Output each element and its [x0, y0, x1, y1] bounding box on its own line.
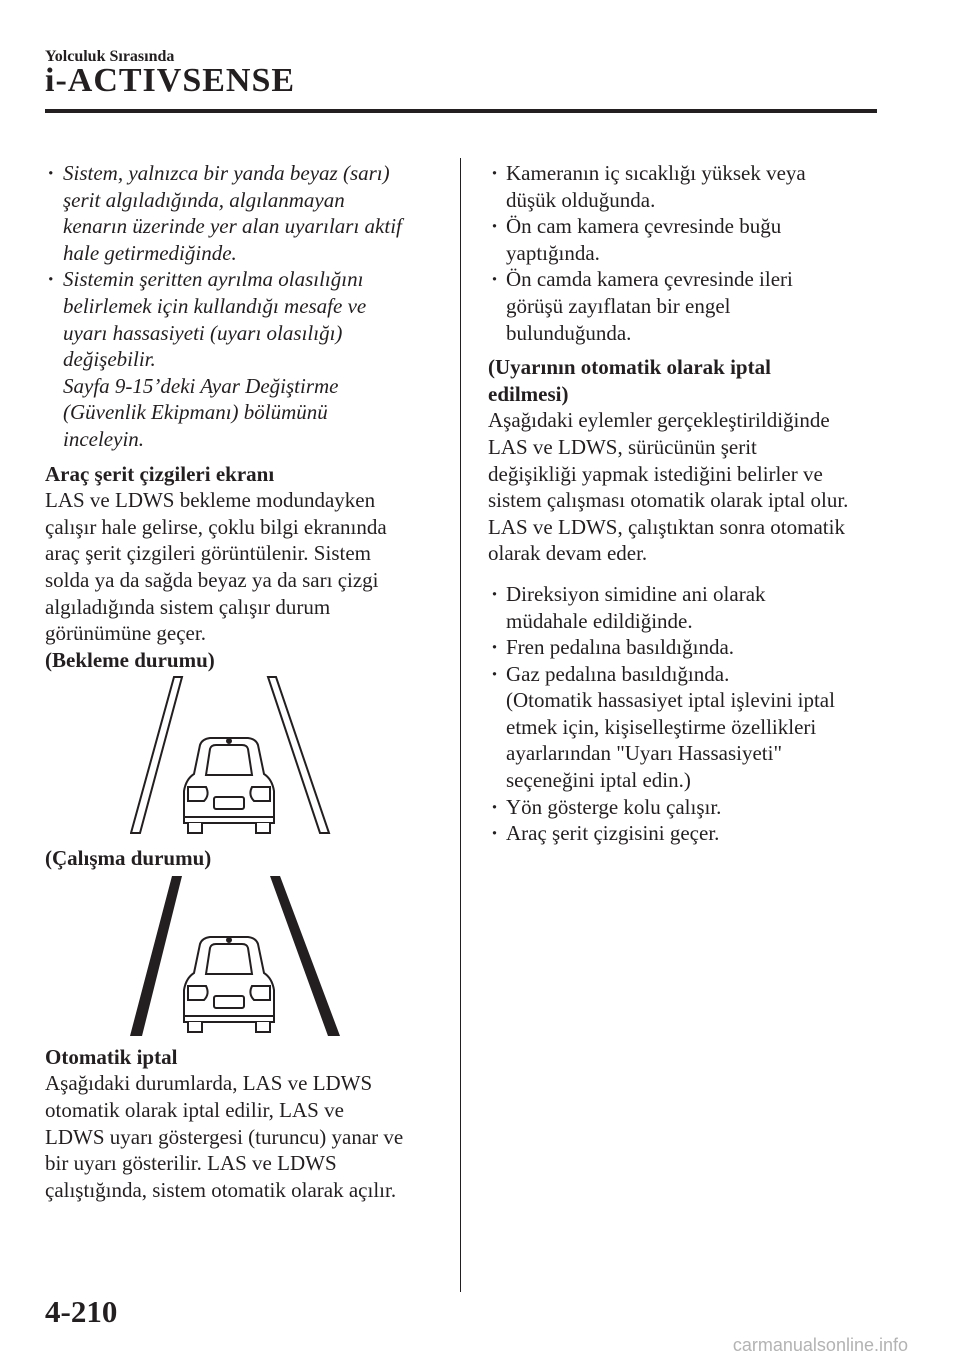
- paragraph-line: LAS ve LDWS, çalıştıktan sonra otomatik: [488, 514, 845, 539]
- paragraph-line: değişikliği yapmak istediğini belirler ve: [488, 461, 823, 486]
- list-item-line: belirlemek için kullandığı mesafe ve: [63, 293, 367, 318]
- list-item: [488, 661, 888, 794]
- auto-cancel-heading: Otomatik iptal: [45, 1044, 178, 1069]
- paragraph-line: araç şerit çizgileri görüntülenir. Sistem: [45, 541, 371, 566]
- list-item: [45, 266, 445, 452]
- list-item-line: · Fren pedalına basıldığında.: [506, 635, 735, 660]
- lane-display-paragraph: [45, 487, 445, 647]
- list-item-line: · Sistem, yalnızca bir yanda beyaz (sarı): [63, 161, 390, 185]
- list-item-line: · Kameranın iç sıcaklığı yüksek veya: [506, 161, 806, 185]
- warning-cancel-heading: [488, 354, 888, 407]
- list-item: [488, 160, 888, 213]
- list-item-line: etmek için, kişiselleştirme özellikleri: [506, 714, 817, 739]
- list-item-line: düşük olduğunda.: [506, 187, 656, 212]
- paragraph-line: otomatik olarak iptal edilir, LAS ve: [45, 1098, 344, 1123]
- list-item-line: · Gaz pedalına basıldığında.: [506, 661, 730, 686]
- page-title: i-ACTIVSENSE: [45, 62, 296, 99]
- list-item-line: · Direksiyon simidine ani olarak: [506, 581, 766, 606]
- paragraph-line: çalışır hale gelirse, çoklu bilgi ekranında: [45, 514, 387, 539]
- paragraph-line: solda ya da sağda beyaz ya da sarı çizgi: [45, 567, 379, 592]
- list-item-line: inceleyin.: [63, 426, 145, 451]
- list-item: [45, 160, 445, 266]
- operating-label: (Çalışma durumu): [45, 846, 212, 871]
- paragraph-line: görünümüne geçer.: [45, 621, 206, 646]
- section-label: Yolculuk Sırasında: [45, 48, 175, 65]
- car-rear-icon: [184, 937, 274, 1032]
- list-item-line: Sayfa 9-15’deki Ayar Değiştirme: [63, 373, 339, 398]
- column-divider: [460, 158, 461, 1292]
- list-item-line: (Güvenlik Ekipmanı) bölümünü: [63, 400, 328, 425]
- paragraph-line: Aşağıdaki durumlarda, LAS ve LDWS: [45, 1071, 373, 1096]
- heading-line: edilmesi): [488, 381, 569, 406]
- list-item-line: şerit algıladığında, algılanmayan: [63, 187, 345, 212]
- list-item-line: · Ön cam kamera çevresinde buğu: [506, 214, 782, 239]
- standby-label: (Bekleme durumu): [45, 647, 215, 672]
- operating-lane-illustration: [130, 872, 360, 1044]
- heading-line: (Uyarının otomatik olarak iptal: [488, 355, 771, 380]
- list-item: [488, 213, 888, 266]
- list-item-line: · Ön camda kamera çevresinde ileri: [506, 267, 793, 292]
- auto-cancel-paragraph: [45, 1070, 445, 1203]
- list-item-line: bulunduğunda.: [506, 320, 632, 345]
- paragraph-line: algıladığında sistem çalışır durum: [45, 594, 331, 619]
- paragraph-line: LDWS uyarı göstergesi (turuncu) yanar ve: [45, 1124, 404, 1149]
- paragraph-line: LAS ve LDWS, sürücünün şerit: [488, 434, 757, 459]
- paragraph-line: bir uyarı gösterilir. LAS ve LDWS: [45, 1151, 337, 1176]
- list-item-line: · Araç şerit çizgisini geçer.: [506, 821, 720, 846]
- list-item-line: · Yön gösterge kolu çalışır.: [506, 794, 722, 819]
- list-item: [488, 820, 888, 847]
- left-column: [45, 160, 445, 1203]
- list-item-line: kenarın üzerinde yer alan uyarıları aktif: [63, 214, 402, 239]
- page-number: 4-210: [45, 1294, 118, 1329]
- paragraph-line: Aşağıdaki eylemler gerçekleştirildiğinde: [488, 408, 830, 433]
- paragraph-line: olarak devam eder.: [488, 541, 648, 566]
- right-column: [488, 160, 888, 847]
- paragraph-line: sistem çalışması otomatik olarak iptal olur.: [488, 488, 849, 513]
- list-item-line: görüşü zayıflatan bir engel: [506, 293, 731, 318]
- list-item-line: · Sistemin şeritten ayrılma olasılığını: [63, 267, 364, 292]
- paragraph-line: LAS ve LDWS bekleme modundayken: [45, 488, 376, 513]
- list-item-line: seçeneğini iptal edin.): [506, 768, 691, 793]
- list-item-line: ayarlarından "Uyarı Hassasiyeti": [506, 741, 783, 766]
- list-item: [488, 794, 888, 821]
- lane-display-heading: Araç şerit çizgileri ekranı: [45, 461, 275, 486]
- list-item-line: yaptığında.: [506, 240, 600, 265]
- list-item: [488, 266, 888, 346]
- list-item: [488, 581, 888, 634]
- standby-lane-illustration: [130, 673, 360, 845]
- list-item-line: müdahale edildiğinde.: [506, 608, 693, 633]
- list-item: [488, 634, 888, 661]
- list-item-line: uyarı hassasiyeti (uyarı olasılığı): [63, 320, 343, 345]
- header-rule: [45, 109, 877, 113]
- warning-cancel-paragraph: [488, 407, 888, 567]
- paragraph-line: çalıştığında, sistem otomatik olarak açılır.: [45, 1177, 397, 1202]
- car-rear-icon: [184, 738, 274, 833]
- list-item-line: (Otomatik hassasiyet iptal işlevini iptal: [506, 688, 835, 713]
- list-item-line: hale getirmediğinde.: [63, 240, 237, 265]
- list-item-line: değişebilir.: [63, 347, 156, 372]
- watermark: carmanualsonline.info: [732, 1335, 908, 1355]
